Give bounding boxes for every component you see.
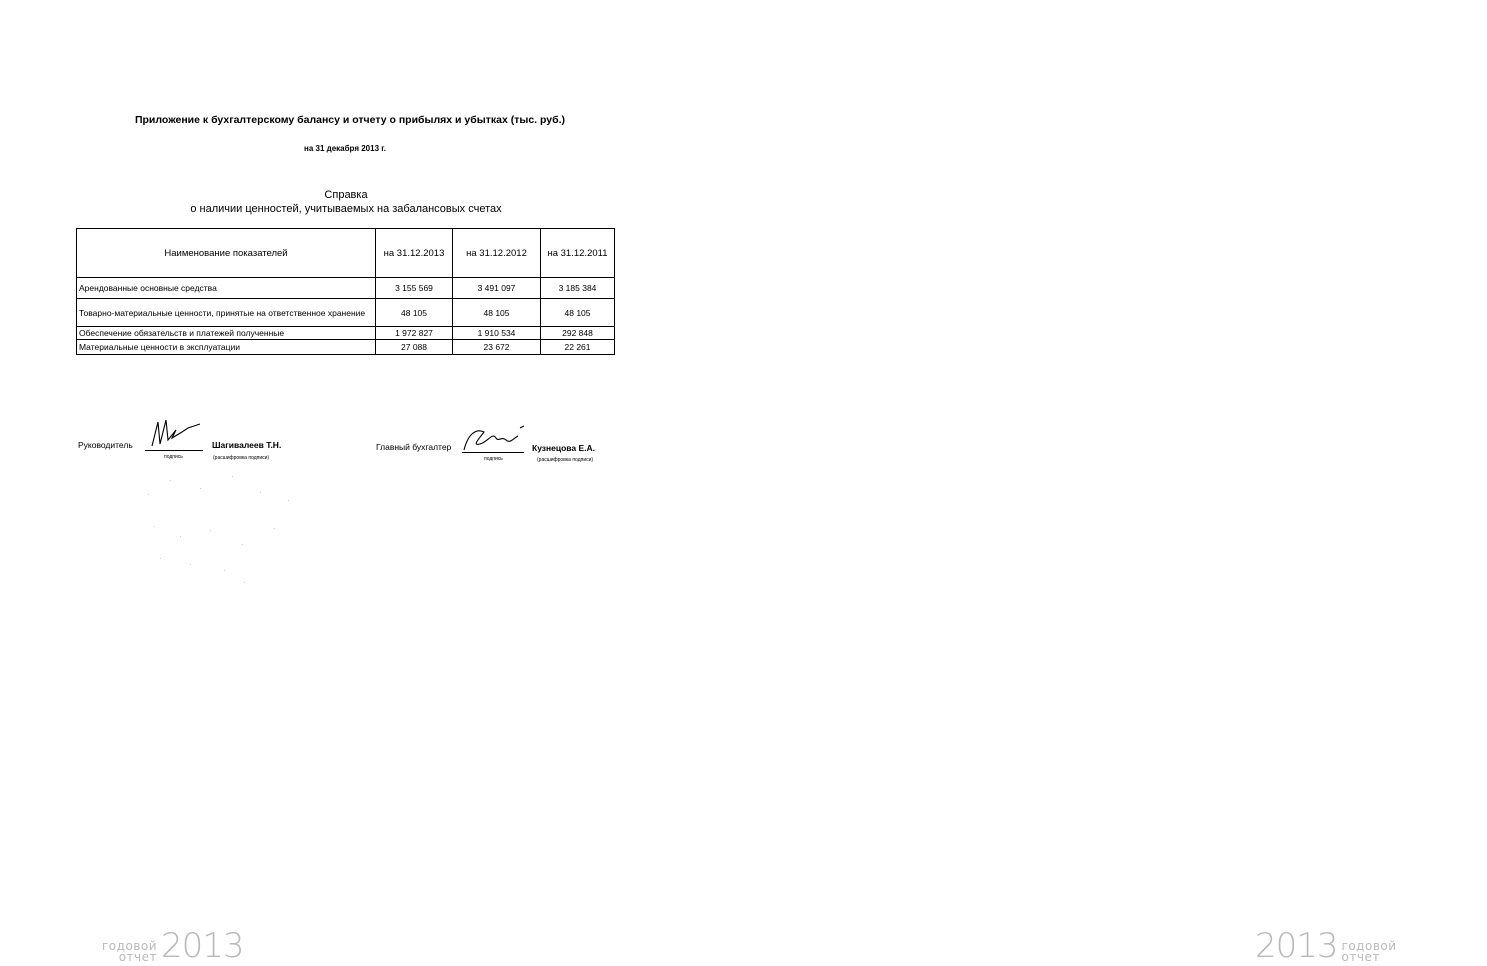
accountant-name-caption: (расшифровка подписи) <box>537 457 594 463</box>
footer-left-word2: отчет <box>118 950 157 964</box>
off-balance-table <box>76 228 615 355</box>
head-signature-scribble <box>148 418 204 450</box>
cell-2013: 3 155 569 <box>376 278 453 299</box>
cell-2013: 48 105 <box>376 299 453 327</box>
footer-right <box>1255 926 1397 966</box>
footer-right-word1: годовой <box>1341 939 1397 953</box>
footer-left <box>102 926 244 966</box>
cell-2011: 48 105 <box>541 299 615 327</box>
row-name: Товарно-материальные ценности, принятые на ответственное хранение <box>77 299 376 327</box>
column-header: на 31.12.2013 <box>376 229 453 278</box>
cell-2012: 3 491 097 <box>453 278 541 299</box>
head-label: Руководитель <box>78 440 133 450</box>
reference-subtitle: о наличии ценностей, учитываемых на забалансовых счетах <box>190 203 502 215</box>
accountant-name: Кузнецова Е.А. <box>532 443 596 453</box>
table-row <box>77 340 615 355</box>
stamp-remnant <box>140 470 300 590</box>
head-sign-caption: подпись <box>164 454 183 460</box>
cell-2012: 1 910 534 <box>453 327 541 340</box>
table-row <box>77 327 615 340</box>
column-header: на 31.12.2011 <box>541 229 615 278</box>
cell-2012: 48 105 <box>453 299 541 327</box>
head-signature-line <box>145 450 203 451</box>
reference-title: Справка <box>324 189 368 201</box>
document-title: Приложение к бухгалтерскому балансу и отчету о прибылях и убытках (тыс. руб.) <box>134 114 566 126</box>
column-header: Наименование показателей <box>77 229 376 278</box>
column-header: на 31.12.2012 <box>453 229 541 278</box>
row-name: Арендованные основные средства <box>77 278 376 299</box>
cell-2011: 3 185 384 <box>541 278 615 299</box>
footer-right-year: 2013 <box>1255 926 1338 966</box>
row-name: Материальные ценности в эксплуатации <box>77 340 376 355</box>
cell-2013: 27 088 <box>376 340 453 355</box>
head-name-caption: (расшифровка подписи) <box>213 455 270 461</box>
footer-left-year: 2013 <box>161 926 244 966</box>
accountant-label: Главный бухгалтер <box>376 442 452 452</box>
row-name: Обеспечение обязательств и платежей полученные <box>77 327 376 340</box>
cell-2011: 292 848 <box>541 327 615 340</box>
cell-2012: 23 672 <box>453 340 541 355</box>
head-name: Шагивалеев Т.Н. <box>212 440 282 450</box>
accountant-sign-caption: подпись <box>484 456 503 462</box>
cell-2011: 22 261 <box>541 340 615 355</box>
footer-right-word2: отчет <box>1341 950 1380 964</box>
cell-2013: 1 972 827 <box>376 327 453 340</box>
accountant-signature-scribble <box>458 424 528 456</box>
table-header-row <box>77 229 615 278</box>
footer-left-word1: годовой <box>102 939 157 953</box>
table-row <box>77 299 615 327</box>
document-date: на 31 декабря 2013 г. <box>304 144 386 153</box>
table-row <box>77 278 615 299</box>
